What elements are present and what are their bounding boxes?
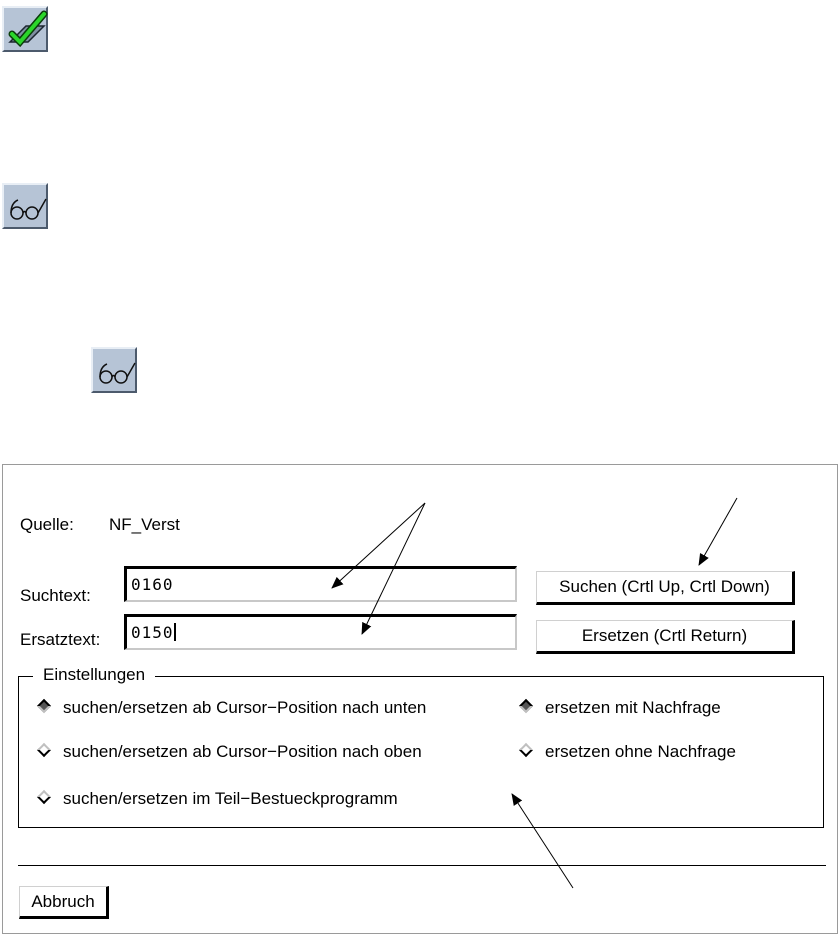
source-label: Quelle: bbox=[20, 515, 74, 534]
radio-label: suchen/ersetzen ab Cursor−Position nach unten bbox=[63, 698, 427, 717]
search-input-value: 0160 bbox=[131, 575, 174, 594]
radio-label: ersetzen ohne Nachfrage bbox=[545, 742, 736, 761]
radio-label: suchen/ersetzen ab Cursor−Position nach oben bbox=[63, 742, 422, 761]
search-label: Suchtext: bbox=[20, 586, 91, 605]
replace-input-value: 0150 bbox=[131, 623, 174, 642]
annotation-arrow bbox=[512, 794, 573, 888]
annotation-arrow bbox=[362, 503, 425, 634]
source-value: NF_Verst bbox=[109, 515, 180, 534]
cancel-button[interactable]: Abbruch bbox=[19, 886, 109, 919]
settings-title: Einstellungen bbox=[33, 665, 155, 685]
replace-button[interactable]: Ersetzen (Crtl Return) bbox=[536, 620, 795, 654]
annotation-arrow bbox=[332, 503, 425, 588]
radio-label: suchen/ersetzen im Teil−Bestueckprogramm bbox=[63, 789, 398, 808]
annotation-arrow bbox=[699, 498, 737, 565]
replace-label: Ersatztext: bbox=[20, 630, 101, 649]
search-button[interactable]: Suchen (Crtl Up, Crtl Down) bbox=[536, 571, 795, 605]
radio-label: ersetzen mit Nachfrage bbox=[545, 698, 721, 717]
